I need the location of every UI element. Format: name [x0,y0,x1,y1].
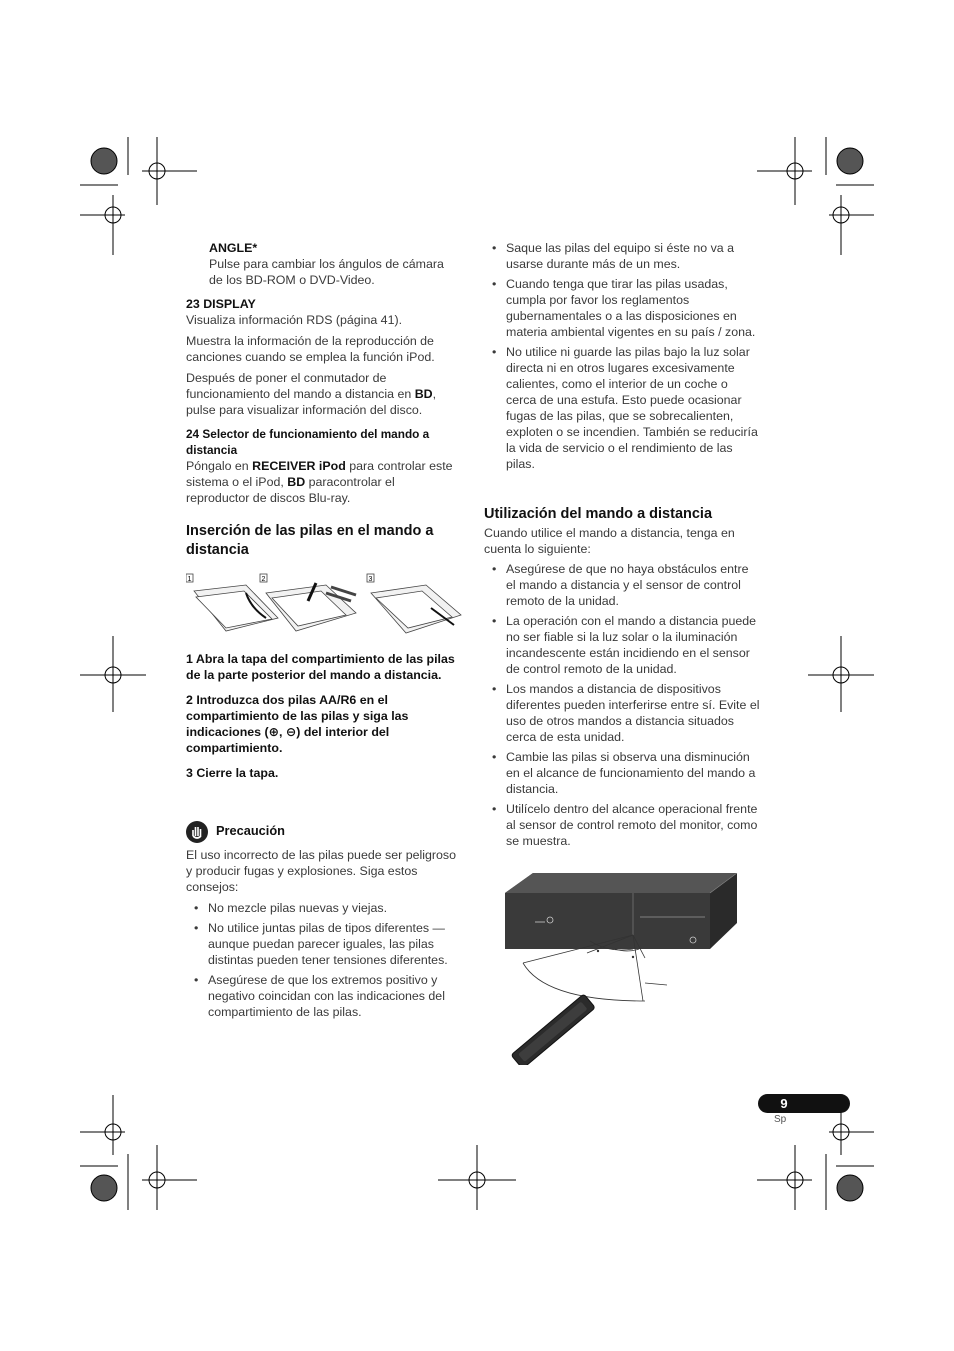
fig-label-2: 2 [261,576,266,583]
language-code: Sp [774,1114,787,1125]
use-bullet: • Los mandos a distancia de dispositivos diferentes pueden interferirse entre sí. Evite el uso de otros mandos a distancia situados cerca de esta unidad. [484,681,760,745]
display-text-2: Muestra la información de la reproducción de canciones cuando se emplea la función iPod. [186,334,435,364]
caution-icon [186,821,208,843]
left-column [186,240,461,506]
step-3: 3 Cierre la tapa. [186,766,279,780]
page-number-badge: 9 [758,1094,850,1113]
angle-text: Pulse para cambiar los ángulos de cámara de los BD-ROM o DVD-Video. [209,257,444,287]
remote-range-illustration [505,873,740,1065]
battery-bullet: • No utilice ni guarde las pilas bajo la luz solar directa ni en otros lugares excesivamente calientes, como el interior de un coche o cerca de una estufa. Esto puede ocasionar fugas de las pilas, que se sobrecalienten, exploten o se incendien. También se reduciría la vida de servicio o el rendimiento de las pilas. [484,344,760,472]
use-intro: Cuando utilice el mando a distancia, tenga en cuenta lo siguiente: [484,526,735,556]
step-1: 1 Abra la tapa del compartimiento de las pilas de la parte posterior del mando a distancia. [186,652,455,682]
selector-title: 24 Selector de funcionamiento del mando a distancia [186,427,430,457]
display-text-1: Visualiza información RDS (página 41). [186,313,403,327]
display-title: 23 DISPLAY [186,297,256,311]
use-bullet: • Cambie las pilas si observa una disminución en el alcance de funcionamiento del mando a distancia. [484,749,760,797]
use-bullet: • La operación con el mando a distancia puede no ser fiable si la luz solar o la iluminación incandescente están incidiendo en el sensor de control remoto de la unidad. [484,613,760,677]
use-bullet: • Asegúrese de que no haya obstáculos entre el mando a distancia y el sensor de control remoto de la unidad. [484,561,760,609]
battery-bullet: • Cuando tenga que tirar las pilas usadas, cumpla por favor los reglamentos gubernamentales o a las disposiciones en materia ambiental vigentes en su país / zona. [484,276,760,340]
display-text-3: Después de poner el conmutador de funcionamiento del mando a distancia en BD, pulse para visualizar información del disco. [186,371,437,417]
caution-bullet: • Asegúrese de que los extremos positivo y negativo coincidan con las indicaciones del compartimiento de las pilas. [186,972,464,1020]
caution-block [186,847,464,1020]
use-bullet: • Utilícelo dentro del alcance operacional frente al sensor de control remoto del monitor, como se muestra. [484,801,760,849]
caution-title: Precaución [216,823,285,838]
use-heading: Utilización del mando a distancia [484,506,713,522]
battery-bullet: • Saque las pilas del equipo si éste no va a usarse durante más de un mes. [484,240,760,272]
caution-text: El uso incorrecto de las pilas puede ser peligroso y producir fugas y explosiones. Siga estos consejos: [186,848,456,894]
use-block [484,525,760,849]
steps [186,651,464,781]
right-column [484,240,760,472]
insert-heading: Inserción de las pilas en el mando a distancia [186,523,434,558]
fig-label-1: 1 [187,576,192,583]
caution-bullet: • No utilice juntas pilas de tipos diferentes — aunque puedan parecer iguales, las pilas distintas pueden tener tensiones diferentes. [186,920,464,968]
selector-text: Póngalo en RECEIVER iPod para controlar este sistema o el iPod, BD paracontrolar el reproductor de discos Blu-ray. [186,459,453,505]
caution-bullet: • No mezcle pilas nuevas y viejas. [186,900,464,916]
step-2: 2 Introduzca dos pilas AA/R6 en el compartimiento de las pilas y siga las indicaciones (⊕, ⊖) del interior del compartimiento. [186,693,409,755]
battery-figure [186,573,466,643]
angle-title: ANGLE* [209,241,258,255]
fig-label-3: 3 [368,576,373,583]
